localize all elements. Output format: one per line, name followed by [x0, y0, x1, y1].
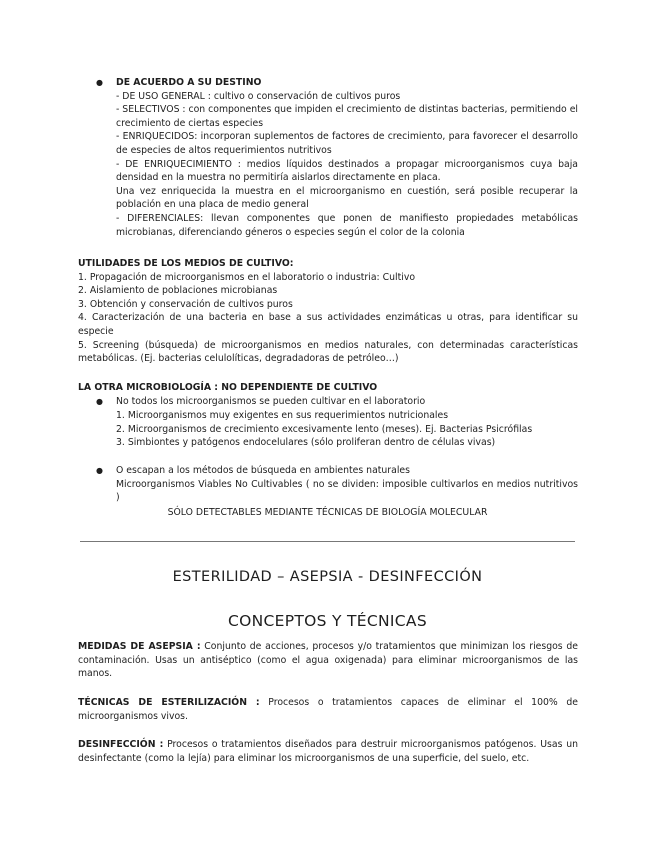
utilidades-item: 5. Screening (búsqueda) de microorganismos en medios naturales, con determinadas características metabólicas. (Ej. bacterias celulolíticas, degradadoras de petróleo…): [78, 339, 578, 365]
section-title: ESTERILIDAD – ASEPSIA - DESINFECCIÓN: [172, 569, 483, 585]
definition-text: Conjunto de acciones, procesos y/o tratamientos que minimizan los riesgos de contaminación. Usas un antiséptico (como el agua oxigenada) para eliminar microorganismos de las manos.: [78, 641, 578, 680]
section-subtitle: CONCEPTOS Y TÉCNICAS: [228, 612, 427, 630]
destino-item: Una vez enriquecida la muestra en el microorganismo en cuestión, será posible recuperar la población en una placa de medio general: [116, 185, 578, 211]
definition-term: DESINFECCIÓN :: [78, 739, 164, 750]
bullet-dot: ●: [96, 466, 103, 475]
definition-term: MEDIDAS DE ASEPSIA :: [78, 641, 201, 652]
otra-bullet2: O escapan a los métodos de búsqueda en ambientes naturales: [116, 465, 410, 476]
destino-item: - DE USO GENERAL : cultivo o conservación de cultivos puros: [116, 90, 401, 102]
bullet-dot: ●: [96, 78, 103, 87]
otra-bullet1-block: [116, 395, 578, 409]
otra-bullet2-line2: Microorganismos Viables No Cultivables ( no se dividen: imposible cultivarlos en medios nutritivos ): [116, 478, 578, 504]
otra-heading: LA OTRA MICROBIOLOGÍA : NO DEPENDIENTE DE CULTIVO: [78, 382, 378, 393]
definition-esterilizacion: [78, 696, 578, 723]
definition-text: Procesos o tratamientos capaces de eliminar el 100% de microorganismos vivos.: [78, 697, 578, 722]
definition-desinfeccion: [78, 738, 578, 765]
definition-asepsia: [78, 640, 578, 681]
destino-item: - SELECTIVOS : con componentes que impiden el crecimiento de distintas bacterias, permitiendo el crecimiento de ciertas especies: [116, 104, 578, 129]
definition-text: Procesos o tratamientos diseñados para destruir microorganismos patógenos. Usas un desinfectante (como la lejía) para eliminar los microorganismos de una superficie, del suelo, etc.: [78, 739, 578, 764]
destino-item: - DE ENRIQUECIMIENTO : medios líquidos destinados a propagar microorganismos cuya baja densidad en la muestra no permitiría aislarlos directamente en placa.: [116, 158, 578, 184]
utilidades-section: [78, 257, 578, 366]
destino-section: [116, 76, 578, 239]
otra-sub-item: 2. Microorganismos de crecimiento excesivamente lento (meses). Ej. Bacterias Psicrófilas: [116, 423, 533, 435]
bullet-dot: ●: [96, 397, 103, 406]
otra-bullet1: No todos los microorganismos se pueden cultivar en el laboratorio: [116, 396, 426, 407]
section-divider: [80, 541, 575, 542]
otra-sub-item: 1. Microorganismos muy exigentes en sus requerimientos nutricionales: [116, 410, 449, 421]
utilidades-item: 1. Propagación de microorganismos en el laboratorio o industria: Cultivo: [78, 271, 416, 283]
otra-sublist: [116, 409, 578, 450]
utilidades-item: 4. Caracterización de una bacteria en base a sus actividades enzimáticas u otras, para identificar su especie: [78, 312, 578, 337]
otra-sub-item: 3. Simbiontes y patógenos endocelulares (sólo proliferan dentro de células vivas): [116, 437, 496, 449]
destino-heading: DE ACUERDO A SU DESTINO: [116, 77, 262, 88]
molecular-note: SÓLO DETECTABLES MEDIANTE TÉCNICAS DE BIOLOGÍA MOLECULAR: [167, 507, 488, 518]
otra-heading-block: [78, 381, 578, 395]
utilidades-item: 3. Obtención y conservación de cultivos puros: [78, 298, 293, 310]
utilidades-item: 2. Aislamiento de poblaciones microbianas: [78, 285, 278, 297]
destino-item: - DIFERENCIALES: llevan componentes que ponen de manifiesto propiedades metabólicas microbianas, diferenciando géneros o especies según el color de la colonia: [116, 212, 578, 238]
definition-term: TÉCNICAS DE ESTERILIZACIÓN :: [78, 697, 260, 708]
utilidades-heading: UTILIDADES DE LOS MEDIOS DE CULTIVO:: [78, 258, 294, 269]
destino-item: - ENRIQUECIDOS: incorporan suplementos de factores de crecimiento, para favorecer el desarrollo de especies de altos requerimientos nutritivos: [116, 131, 578, 156]
otra-bullet2-block: [116, 464, 578, 505]
